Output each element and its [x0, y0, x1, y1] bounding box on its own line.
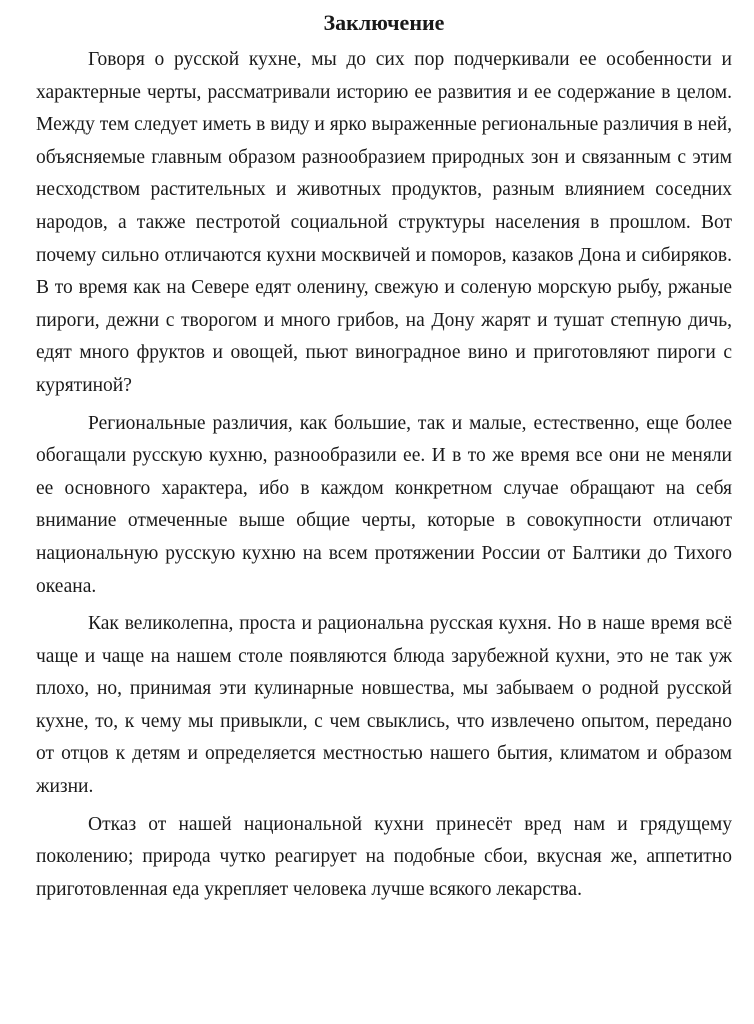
paragraph-1: Говоря о русской кухне, мы до сих пор подчеркивали ее особенности и характерные черты, рассматривали историю ее развития и ее содержание в целом. Между тем следует иметь в виду и ярко выраженные региональные различия в ней, объясняемые главным образом разнообразием природных зон и связанным с этим несходством растительных и животных продуктов, разным влиянием соседних народов, а также пестротой социальной структуры населения в прошлом. Вот почему сильно отличаются кухни москвичей и поморов, казаков Дона и сибиряков. В то время как на Севере едят оленину, свежую и соленую морскую рыбу, ржаные пироги, дежни с творогом и много грибов, на Дону жарят и тушат степную дичь, едят много фруктов и овощей, пьют виноградное вино и приготовляют пироги с курятиной? [36, 49, 733, 396]
paragraph-2: Региональные различия, как большие, так и малые, естественно, еще более обогащали русскую кухню, разнообразили ее. И в то же время все они не меняли ее основного характера, ибо в каждом конкретном случае обращают на себя внимание отмеченные выше общие черты, которые в совокупности отличают национальную русскую кухню на всем протяжении России от Балтики до Тихого океана. [36, 412, 732, 597]
paragraph-4: Отказ от нашей национальной кухни принесёт вред нам и грядущему поколению; природа чутко реагирует на подобные сбои, вкусная же, аппетитно приготовленная еда укрепляет человека лучше всякого лекарства. [36, 813, 732, 900]
document-title: Заключение [323, 10, 445, 35]
paragraph-3: Как великолепна, проста и рациональна русская кухня. Но в наше время всё чаще и чаще на нашем столе появляются блюда зарубежной кухни, это не так уж плохо, но, принимая эти кулинарные новшества, мы забываем о родной русской кухне, то, к чему мы привыкли, с чем свыклись, что извлечено опытом, передано от отцов к детям и определяется местностью нашего бытия, климатом и образом жизни. [36, 613, 732, 798]
